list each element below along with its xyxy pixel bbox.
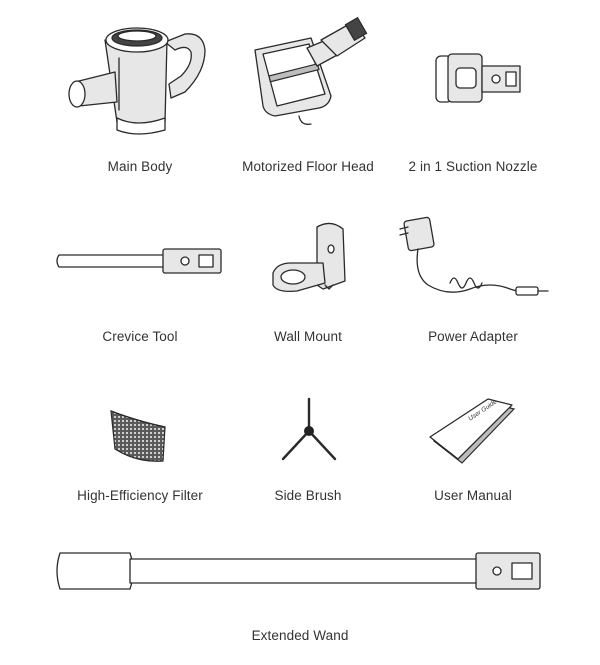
crevice-tool-icon xyxy=(45,205,235,295)
item-suction-nozzle xyxy=(378,10,568,180)
item-power-adapter xyxy=(378,205,568,355)
side-brush-icon xyxy=(213,375,403,475)
item-user-manual xyxy=(378,375,568,515)
floor-head-icon xyxy=(213,10,403,140)
item-side-brush xyxy=(213,375,403,515)
item-label: Extended Wand xyxy=(251,628,349,643)
item-label: High-Efficiency Filter xyxy=(77,488,203,503)
filter-icon xyxy=(45,375,235,475)
item-wall-mount xyxy=(213,205,403,355)
item-label: Wall Mount xyxy=(273,329,343,344)
item-label: Power Adapter xyxy=(428,329,518,344)
item-filter xyxy=(45,375,235,515)
item-label: Side Brush xyxy=(274,488,342,503)
manual-cover-text: User Guide xyxy=(467,398,499,423)
vacuum-main-body-icon xyxy=(45,10,235,140)
item-motorized-floor-head xyxy=(213,10,403,180)
item-label: User Manual xyxy=(434,488,512,503)
item-label: Motorized Floor Head xyxy=(242,159,374,174)
suction-nozzle-icon xyxy=(378,10,568,140)
item-label: Main Body xyxy=(107,159,173,174)
wall-mount-icon xyxy=(213,205,403,305)
item-extended-wand xyxy=(0,535,600,665)
item-label: Crevice Tool xyxy=(102,329,178,344)
user-manual-icon xyxy=(378,375,568,475)
extended-wand-icon xyxy=(0,535,600,625)
item-main-body xyxy=(45,10,235,180)
power-adapter-icon xyxy=(378,205,568,305)
item-crevice-tool xyxy=(45,205,235,355)
item-label: 2 in 1 Suction Nozzle xyxy=(408,159,538,174)
